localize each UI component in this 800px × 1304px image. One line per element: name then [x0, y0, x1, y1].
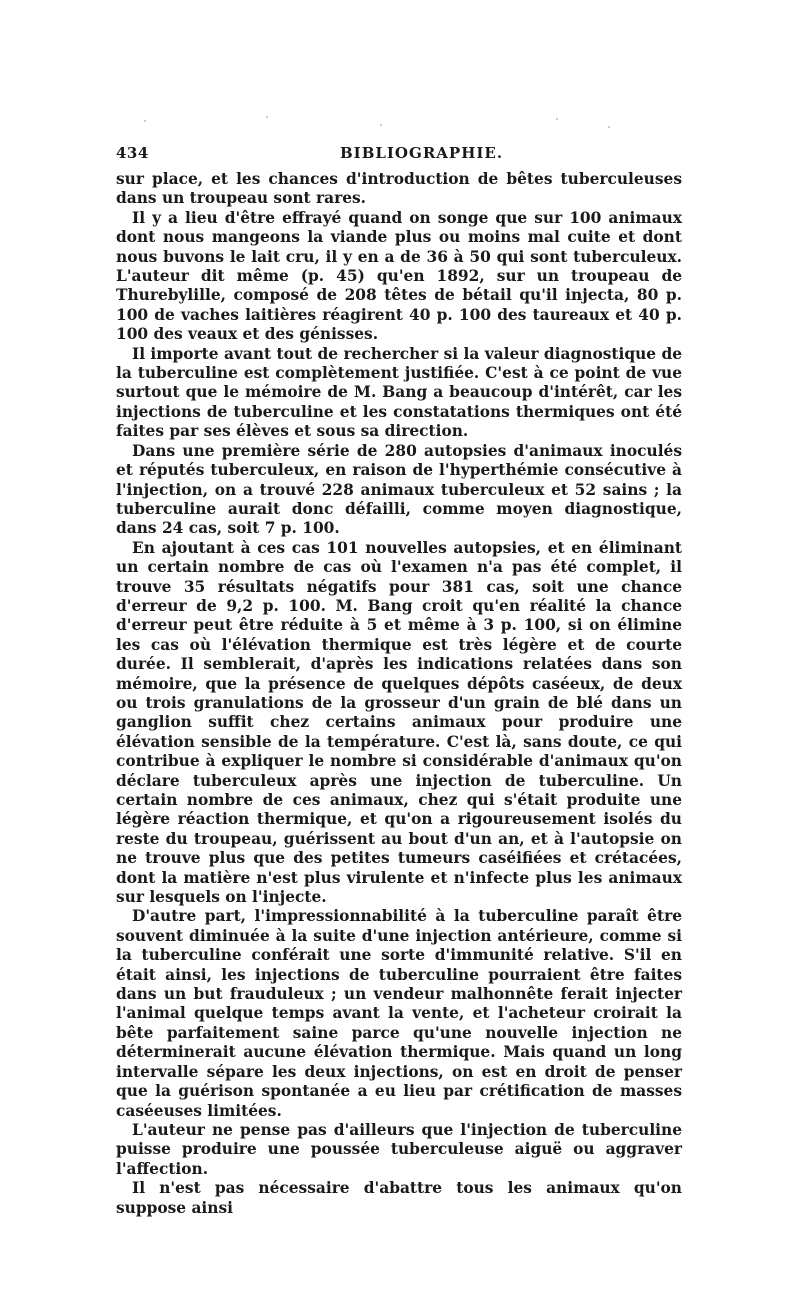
paragraph: En ajoutant à ces cas 101 nouvelles autopsies, et en éliminant un certain nombre de cas où l'examen n'a pas été complet, il trouve 35 résultats négatifs pour 381 cas, soit une chance d'erreur de 9,2 p. 100. M. Bang croit qu'en réalité la chance d'erreur peut être réduite à 5 et même à 3 p. 100, si on élimine les cas où l'élévation thermique est très légère et de courte durée. Il semblerait, d'après les indications relatées dans son mémoire, que la présence de quelques dépôts caséeux, de deux ou trois granulations de la grosseur d'un grain de blé dans un ganglion suffit chez certains animaux pour produire une élévation sensible de la température. C'est là, sans doute, ce qui contribue à expliquer le nombre si considérable d'animaux qu'on déclare tuberculeux après une injection de tuberculine. Un certain nombre de ces animaux, chez qui s'était produite une légère réaction thermique, et qu'on a rigoureusement isolés du reste du troupeau, guérissent au bout d'un an, et à l'autopsie on ne trouve plus que des petites tumeurs caséifiées et crétacées, dont la matière n'est plus virulente et n'infecte plus les animaux sur lesquels on l'injecte. [116, 538, 682, 907]
scan-specks [140, 114, 640, 130]
paragraph: Dans une première série de 280 autopsies d'animaux inoculés et réputés tuberculeux, en raison de l'hyperthémie consécutive à l'injection, on a trouvé 228 animaux tuberculeux et 52 sains ; la tuberculine aurait donc défailli, comme moyen diagnostique, dans 24 cas, soit 7 p. 100. [116, 441, 682, 538]
speck [556, 118, 558, 120]
paragraph: Il n'est pas nécessaire d'abattre tous les animaux qu'on suppose ainsi [116, 1179, 682, 1217]
paragraph: sur place, et les chances d'introduction de bêtes tuberculeuses dans un troupeau sont rares. [116, 170, 682, 208]
running-title: BIBLIOGRAPHIE. [340, 144, 504, 162]
body-text [116, 170, 682, 1218]
paragraph: Il y a lieu d'être effrayé quand on songe que sur 100 animaux dont nous mangeons la viande plus ou moins mal cuite et dont nous buvons le lait cru, il y en a de 36 à 50 qui sont tuberculeux. L'auteur dit même (p. 45) qu'en 1892, sur un troupeau de Thurebylille, composé de 208 têtes de bétail qu'il injecta, 80 p. 100 de vaches laitières réagirent 40 p. 100 des taureaux et 40 p. 100 des veaux et des génisses. [116, 208, 682, 344]
paragraph: L'auteur ne pense pas d'ailleurs que l'injection de tuberculine puisse produire une poussée tuberculeuse aiguë ou aggraver l'affection. [116, 1120, 682, 1178]
speck [266, 116, 268, 118]
page-number: 434 [116, 144, 149, 162]
speck [144, 120, 146, 122]
page-header [116, 144, 680, 168]
paragraph: Il importe avant tout de rechercher si la valeur diagnostique de la tuberculine est complètement justifiée. C'est à ce point de vue surtout que le mémoire de M. Bang a beaucoup d'intérêt, car les injections de tuberculine et les constatations thermiques ont été faites par ses élèves et sous sa direction. [116, 344, 682, 441]
paragraph: D'autre part, l'impressionnabilité à la tuberculine paraît être souvent diminuée à la suite d'une injection antérieure, comme si la tuberculine conférait une sorte d'immunité relative. S'il en était ainsi, les injections de tuberculine pourraient être faites dans un but frauduleux ; un vendeur malhonnête ferait injecter l'animal quelque temps avant la vente, et l'acheteur croirait la bête parfaitement saine parce qu'une nouvelle injection ne déterminerait aucune élévation thermique. Mais quand un long intervalle sépare les deux injections, on est en droit de penser que la guérison spontanée a eu lieu par crétification de masses caséeuses limitées. [116, 907, 682, 1120]
speck [380, 124, 382, 126]
speck [608, 126, 610, 128]
